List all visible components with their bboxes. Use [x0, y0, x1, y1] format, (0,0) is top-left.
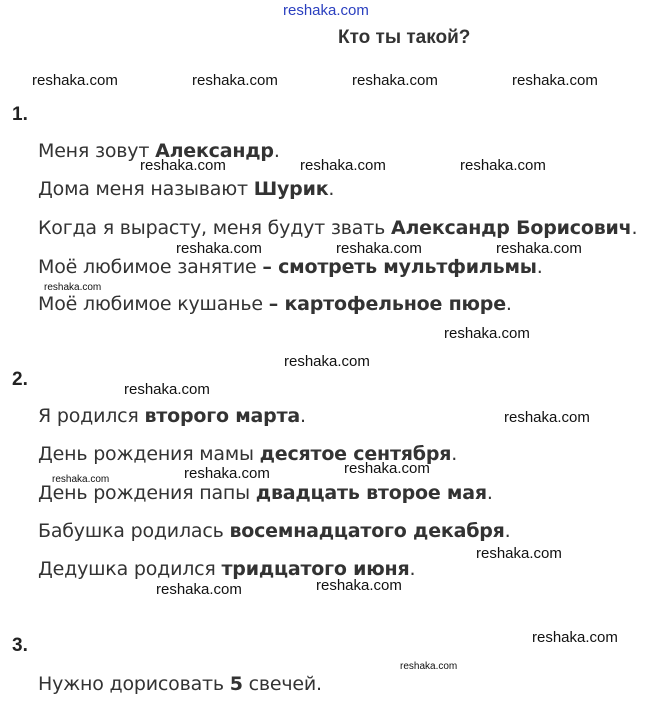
watermark: reshaka.com [460, 157, 546, 174]
answer-bold: тридцатого июня [221, 558, 410, 580]
answer-end: . [504, 520, 511, 542]
answer-line [38, 293, 512, 315]
answer-text: Меня зовут [38, 140, 156, 162]
answer-bold: – картофельное пюре [268, 293, 506, 315]
watermark: reshaka.com [52, 474, 110, 485]
answer-end: . [536, 256, 543, 278]
answer-end: . [505, 293, 512, 315]
answer-line [38, 217, 637, 239]
answer-line [38, 405, 306, 427]
answer-text: Когда я вырасту, меня будут звать [38, 217, 391, 239]
watermark: reshaka.com [140, 157, 226, 174]
answer-end: . [409, 558, 416, 580]
watermark: reshaka.com [336, 240, 422, 257]
section-number: 2. [12, 369, 28, 390]
answer-line [38, 673, 322, 695]
watermark: reshaka.com [344, 460, 430, 477]
watermark: reshaka.com [184, 465, 270, 482]
answer-bold: – смотреть мультфильмы [262, 256, 537, 278]
page-title: Кто ты такой? [338, 27, 471, 48]
watermark: reshaka.com [124, 381, 210, 398]
watermark: reshaka.com [496, 240, 582, 257]
answer-bold: восемнадцатого декабря [229, 520, 505, 542]
watermark: reshaka.com [512, 72, 598, 89]
watermark: reshaka.com [532, 629, 618, 646]
answer-line [38, 256, 543, 278]
answer-end: . [328, 178, 335, 200]
watermark: reshaka.com [176, 240, 262, 257]
watermark: reshaka.com [444, 325, 530, 342]
answer-line [38, 520, 511, 542]
answer-end: . [273, 140, 280, 162]
watermark: reshaka.com [44, 282, 102, 293]
answer-bold: двадцать второе мая [255, 482, 487, 504]
watermark: reshaka.com [192, 72, 278, 89]
answer-bold: второго марта [144, 405, 301, 427]
answer-text: Дедушка родился [38, 558, 222, 580]
answer-text: Бабушка родилась [38, 520, 230, 542]
section-number: 3. [12, 635, 28, 656]
answer-end: . [486, 482, 493, 504]
watermark: reshaka.com [284, 353, 370, 370]
answer-bold: Александр [155, 140, 274, 162]
answer-text: Дома меня называют [38, 178, 254, 200]
watermark: reshaka.com [352, 72, 438, 89]
answer-end: свечей. [242, 673, 322, 695]
answer-bold: Шурик [253, 178, 329, 200]
answer-text: Нужно дорисовать [38, 673, 230, 695]
answer-text: День рождения папы [38, 482, 256, 504]
watermark: reshaka.com [400, 661, 458, 672]
answer-end: . [451, 443, 458, 465]
answer-end: . [300, 405, 306, 427]
answer-bold: Александр Борисович [390, 217, 632, 239]
watermark-top: reshaka.com [283, 2, 369, 19]
watermark: reshaka.com [476, 545, 562, 562]
answer-text: Я родился [38, 405, 145, 427]
watermark: reshaka.com [300, 157, 386, 174]
watermark: reshaka.com [32, 72, 118, 89]
answer-end: . [631, 217, 638, 239]
answer-line [38, 178, 334, 200]
watermark: reshaka.com [156, 581, 242, 598]
watermark: reshaka.com [504, 409, 590, 426]
answer-text: Моё любимое занятие [38, 256, 263, 278]
section-number: 1. [12, 104, 28, 125]
answer-bold: 5 [229, 673, 243, 695]
answer-line [38, 482, 493, 504]
answer-text: День рождения мамы [38, 443, 260, 465]
answer-text: Моё любимое кушанье [38, 293, 269, 315]
answer-bold: десятое сентября [259, 443, 452, 465]
watermark: reshaka.com [316, 577, 402, 594]
